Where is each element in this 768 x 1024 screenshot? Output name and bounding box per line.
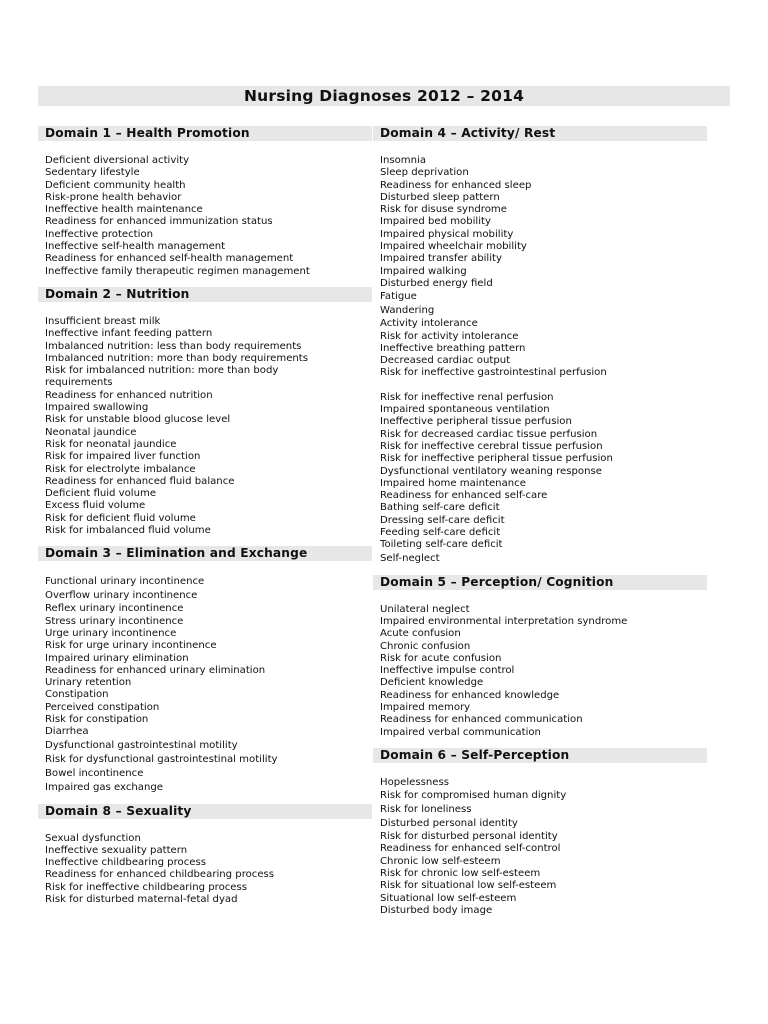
list-item: Hopelessness [380, 776, 450, 788]
list-item: Chronic confusion [380, 640, 471, 652]
page-title: Nursing Diagnoses 2012 – 2014 [38, 86, 730, 106]
list-item: Readiness for enhanced communication [380, 714, 583, 726]
list-item: Risk for ineffective gastrointestinal perfusion [380, 367, 607, 379]
domain-1-list [38, 155, 372, 278]
list-item: Risk for decreased cardiac tissue perfusion [380, 428, 598, 440]
list-item: Impaired wheelchair mobility [380, 241, 527, 253]
list-item: Risk for imbalanced fluid volume [45, 525, 211, 537]
list-item: Imbalanced nutrition: more than body requirements [45, 352, 309, 364]
list-item: Impaired verbal communication [380, 726, 541, 738]
list-item: Disturbed energy field [380, 277, 493, 289]
domain-3-list [38, 575, 372, 794]
list-item: Insomnia [380, 155, 427, 166]
list-item: Sexual dysfunction [45, 832, 141, 844]
list-item: Dressing self-care deficit [380, 514, 505, 526]
domain-3-section [38, 546, 372, 794]
list-item: Decreased cardiac output [380, 355, 511, 367]
list-item: Deficient diversional activity [45, 155, 190, 166]
list-item: Ineffective protection [45, 228, 154, 240]
domain-3-header: Domain 3 – Elimination and Exchange [38, 546, 372, 561]
list-item: Impaired environmental interpretation syndrome [380, 615, 628, 627]
list-item: Imbalanced nutrition: less than body requirements [45, 340, 302, 352]
list-item: Ineffective infant feeding pattern [45, 328, 213, 340]
list-item: Perceived constipation [45, 701, 160, 713]
domain-8-list [38, 833, 372, 907]
list-item: Activity intolerance [380, 318, 478, 330]
list-item: Ineffective self-health management [45, 241, 226, 253]
list-item: Disturbed body image [380, 904, 493, 916]
domain-2-section [38, 287, 372, 537]
domain-6-list [373, 777, 707, 917]
list-item: Overflow urinary incontinence [45, 590, 198, 602]
list-item: Deficient fluid volume [45, 488, 157, 500]
list-item: Reflex urinary incontinence [45, 603, 184, 615]
list-item: Sedentary lifestyle [45, 167, 140, 179]
list-item: Risk for neonatal jaundice [45, 438, 177, 450]
list-item: Impaired spontaneous ventilation [380, 404, 550, 416]
list-item: Risk for compromised human dignity [380, 790, 567, 802]
list-item: Impaired bed mobility [380, 216, 491, 228]
list-item: Impaired transfer ability [380, 253, 502, 265]
list-item: Functional urinary incontinence [45, 576, 205, 588]
list-item: Risk for disuse syndrome [380, 204, 507, 216]
list-item: Unilateral neglect [380, 603, 470, 615]
list-item: Readiness for enhanced knowledge [380, 689, 560, 701]
list-item: Risk for unstable blood glucose level [45, 414, 231, 426]
list-item: Excess fluid volume [45, 500, 146, 512]
list-item: Impaired physical mobility [380, 228, 514, 240]
domain-1-header: Domain 1 – Health Promotion [38, 126, 372, 141]
domain-2-list [38, 316, 372, 537]
list-item: Readiness for enhanced immunization status [45, 216, 273, 228]
list-item: Readiness for enhanced self-health management [45, 253, 294, 265]
list-item: Fatigue [380, 291, 417, 303]
list-item: Bowel incontinence [45, 767, 144, 779]
list-item: Self-neglect [380, 552, 440, 564]
domain-2-header: Domain 2 – Nutrition [38, 287, 372, 302]
list-item: Ineffective sexuality pattern [45, 844, 188, 856]
list-item: Feeding self-care deficit [380, 527, 501, 539]
list-item: Impaired urinary elimination [45, 652, 189, 664]
list-item: Bathing self-care deficit [380, 502, 500, 514]
domain-5-section [373, 575, 707, 739]
list-item: Disturbed sleep pattern [380, 191, 500, 203]
list-item: Constipation [45, 689, 109, 701]
domain-4-header: Domain 4 – Activity/ Rest [373, 126, 707, 141]
domain-5-header: Domain 5 – Perception/ Cognition [373, 575, 707, 590]
list-item: Dysfunctional gastrointestinal motility [45, 739, 238, 751]
list-item: Risk for constipation [45, 713, 149, 725]
domain-6-header: Domain 6 – Self-Perception [373, 748, 707, 763]
list-item: Risk for ineffective peripheral tissue perfusion [380, 453, 613, 465]
domain-8-header: Domain 8 – Sexuality [38, 804, 372, 819]
list-item: Situational low self-esteem [380, 892, 517, 904]
domain-4-list [373, 155, 707, 566]
list-item: Readiness for enhanced self-control [380, 843, 561, 855]
list-item: Risk for ineffective renal perfusion [380, 391, 554, 403]
list-item: Risk for deficient fluid volume [45, 512, 196, 524]
list-item: Acute confusion [380, 628, 461, 640]
list-item: Impaired walking [380, 265, 467, 277]
list-item: Ineffective peripheral tissue perfusion [380, 416, 572, 428]
list-item: Insufficient breast milk [45, 315, 161, 327]
list-item: Urge urinary incontinence [45, 627, 177, 639]
list-item: Risk for urge urinary incontinence [45, 640, 217, 652]
list-item: Risk for ineffective cerebral tissue perfusion [380, 440, 603, 452]
domain-4-section [373, 126, 707, 566]
list-item: Risk for loneliness [380, 804, 472, 816]
list-item: Impaired memory [380, 701, 471, 713]
list-item: Ineffective family therapeutic regimen management [45, 265, 310, 277]
list-item: Ineffective impulse control [380, 665, 515, 677]
list-item: Risk for acute confusion [380, 652, 502, 664]
list-item: Readiness for enhanced sleep [380, 179, 532, 191]
list-item: Toileting self-care deficit [380, 539, 503, 551]
list-item: Risk for impaired liver function [45, 451, 201, 463]
list-item: Deficient knowledge [380, 677, 484, 689]
list-item: Ineffective childbearing process [45, 857, 206, 869]
list-item: Chronic low self-esteem [380, 855, 501, 867]
list-item: Readiness for enhanced childbearing process [45, 869, 275, 881]
list-item: Risk for activity intolerance [380, 330, 519, 342]
list-item: Risk for chronic low self-esteem [380, 868, 541, 880]
list-item: Deficient community health [45, 179, 186, 191]
list-item: Disturbed personal identity [380, 818, 518, 830]
list-item: Urinary retention [45, 677, 132, 689]
list-item: Diarrhea [45, 726, 89, 738]
list-item: Risk for ineffective childbearing process [45, 881, 248, 893]
list-item: Wandering [380, 305, 435, 317]
right-column [373, 126, 707, 917]
list-item: Risk for imbalanced nutrition: more than body requirements [45, 365, 279, 389]
list-item: Stress urinary incontinence [45, 615, 184, 627]
left-column [38, 126, 372, 906]
domain-1-section [38, 126, 372, 278]
list-item: Sleep deprivation [380, 167, 469, 179]
list-item: Readiness for enhanced urinary elimination [45, 664, 266, 676]
list-item: Ineffective health maintenance [45, 204, 203, 216]
list-item: Neonatal jaundice [45, 426, 137, 438]
domain-5-list [373, 604, 707, 739]
domain-8-section [38, 804, 372, 907]
list-item: Risk for disturbed maternal-fetal dyad [45, 894, 238, 906]
list-item: Dysfunctional ventilatory weaning response [380, 465, 602, 477]
list-item: Impaired swallowing [45, 402, 149, 414]
list-item: Risk for dysfunctional gastrointestinal motility [45, 753, 278, 765]
list-item: Risk for situational low self-esteem [380, 880, 557, 892]
list-item: Impaired home maintenance [380, 477, 526, 489]
list-item: Risk for disturbed personal identity [380, 831, 558, 843]
list-item: Readiness for enhanced self-care [380, 490, 548, 502]
list-item: Risk-prone health behavior [45, 191, 182, 203]
list-item: Impaired gas exchange [45, 781, 163, 793]
list-item: Readiness for enhanced fluid balance [45, 475, 235, 487]
list-item: Risk for electrolyte imbalance [45, 463, 196, 475]
list-item: Ineffective breathing pattern [380, 342, 526, 354]
domain-6-section [373, 748, 707, 917]
list-item: Readiness for enhanced nutrition [45, 389, 213, 401]
